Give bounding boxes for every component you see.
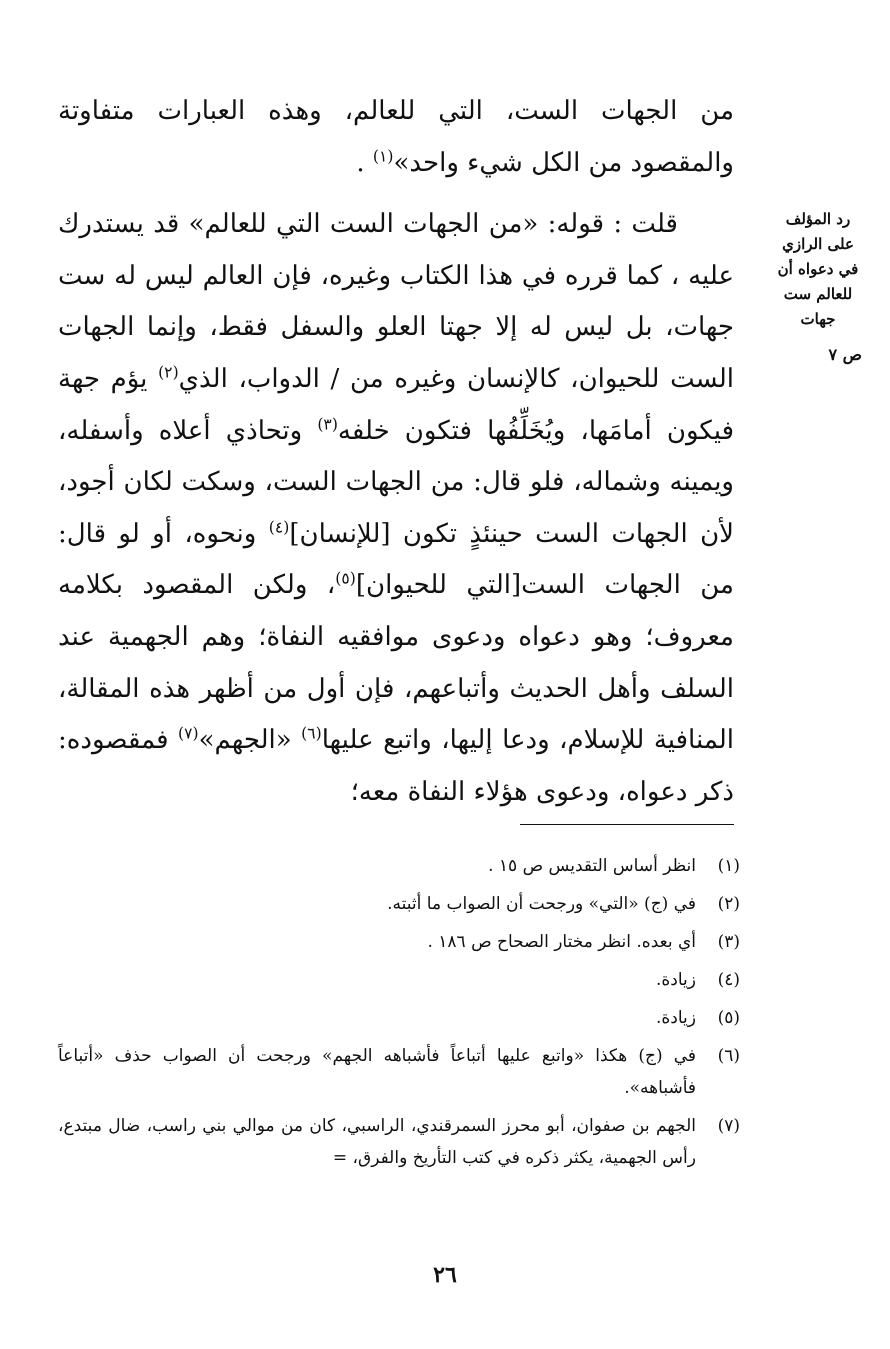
footnote-text: في (ج) هكذا «واتبع عليها أتباعاً فأشباهه الجهم» ورجحت أن الصواب حذف «أتباعاً فأشباهه». <box>58 1046 696 1098</box>
footnote-text: أي بعده. انظر مختار الصحاح ص ١٨٦ . <box>427 932 696 952</box>
paragraph-1-text: من الجهات الست، التي للعالم، وهذه العبارات متفاوتة والمقصود من الكل شيء واحد» <box>58 96 734 178</box>
footnote-text: الجهم بن صفوان، أبو محرز السمرقندي، الراسبي، كان من موالي بني راسب، ضال مبتدع، رأس الجهمية، يكثر ذكره في كتب التأريخ والفرق، = <box>58 1116 696 1168</box>
footnote-ref-7[interactable]: (٧) <box>178 724 199 743</box>
footnote-7 <box>58 1110 740 1174</box>
footnote-number: (٣) <box>717 932 740 952</box>
footnote-4 <box>58 964 740 996</box>
paragraph-1 <box>58 86 734 189</box>
footnote-ref-1[interactable]: (١) <box>372 146 394 165</box>
footnote-number: (١) <box>717 856 740 876</box>
footnote-text: في (ج) «التي» ورجحت أن الصواب ما أثبته. <box>387 894 696 914</box>
footnote-divider <box>520 824 734 825</box>
paragraph-2-text-3: وتحاذي أعلاه وأسفله، ويمينه وشماله، فلو قال: من الجهات الست، وسكت لكان أجود، لأن الجهات الست حينئذٍ تكون [للإنسان] <box>58 415 734 549</box>
footnote-3 <box>58 926 740 958</box>
footnote-number: (٥) <box>717 1008 740 1028</box>
paragraph-2-text-1: قلت : قوله: «من الجهات الست التي للعالم» قد يستدرك عليه ، كما قرره في هذا الكتاب وغيره، فإن العالم ليس له ست جهات، بل ليس له إلا جهتا العلو والسفل فقط، وإنما الجهات الست للحيوان، كالإنسان وغيره من / الدواب، الذي <box>58 209 735 394</box>
paragraph-2-text-2: يؤم جهة فيكون أمامَها، ويُخَلِّفُها فتكون خلفه <box>58 363 735 446</box>
margin-note-line: رد المؤلف <box>785 210 851 228</box>
margin-note-line: للعالم ست <box>783 285 853 303</box>
footnote-6 <box>58 1040 740 1104</box>
paragraph-1-end: . <box>356 147 365 178</box>
paragraph-2-text-7: فمقصوده: ذكر دعواه، ودعوى هؤلاء النفاة معه؛ <box>58 725 734 807</box>
footnote-ref-6[interactable]: (٦) <box>301 724 322 743</box>
footnote-number: (٧) <box>717 1116 740 1136</box>
footnote-ref-5[interactable]: (٥) <box>335 569 356 588</box>
footnotes <box>58 850 740 1180</box>
paragraph-2 <box>58 199 734 818</box>
page-number: ٢٦ <box>433 1262 457 1288</box>
paragraph-2-text-4: ونحوه، أو لو قال: من الجهات الست[التي للحيوان] <box>58 518 734 601</box>
margin-note-line: في دعواه أن <box>777 260 859 278</box>
margin-note-line: جهات <box>800 310 836 328</box>
margin-note <box>770 207 866 332</box>
footnote-2 <box>58 888 740 920</box>
footnote-1 <box>58 850 740 882</box>
footnote-text: زيادة. <box>655 970 696 990</box>
margin-note-line: على الرازي <box>782 235 854 253</box>
footnote-text: زيادة. <box>655 1008 696 1028</box>
footnote-text: انظر أساس التقديس ص ١٥ . <box>488 856 696 876</box>
footnote-number: (٤) <box>717 970 740 990</box>
paragraph-2-text-5: ، ولكن المقصود بكلامه معروف؛ وهو دعواه ودعوى موافقيه النفاة؛ وهم الجهمية عند السلف وأهل الحديث وأتباعهم، فإن أول من أظهر هذه المقالة، المنافية للإسلام، ودعا إليها، واتبع عليها <box>58 570 734 756</box>
footnote-number: (٦) <box>717 1046 740 1066</box>
main-text <box>58 86 734 818</box>
footnote-ref-4[interactable]: (٤) <box>268 518 290 537</box>
footnote-number: (٢) <box>717 894 740 914</box>
footnote-ref-3[interactable]: (٣) <box>317 414 338 433</box>
footnote-5 <box>58 1002 740 1034</box>
margin-page-ref: ص ٧ <box>828 345 862 364</box>
footnote-ref-2[interactable]: (٢) <box>158 363 179 382</box>
paragraph-2-text-6: «الجهم» <box>198 725 302 756</box>
